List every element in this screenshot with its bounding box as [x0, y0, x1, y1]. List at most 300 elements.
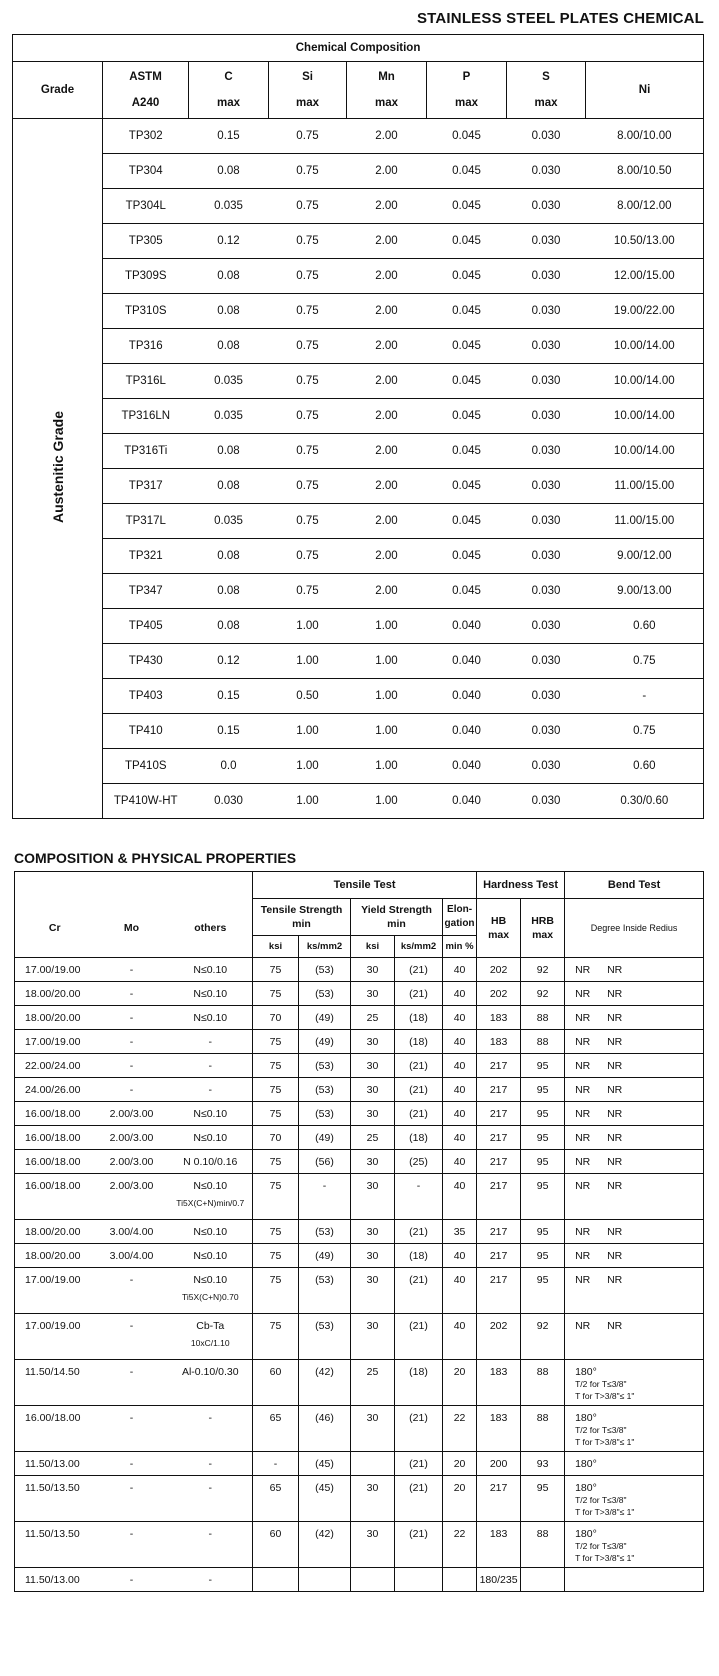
table-cell: TP310S: [103, 294, 189, 329]
table-cell-mo: -: [95, 1078, 169, 1102]
table-cell: 0.045: [427, 539, 507, 574]
table-cell-mo: -: [95, 982, 169, 1006]
table-cell-others: N≤0.10: [169, 982, 253, 1006]
table-cell-cr: 11.50/13.00: [15, 1568, 95, 1592]
column-header: Si max: [269, 62, 347, 119]
table-cell-others: Al-0.10/0.30: [169, 1360, 253, 1406]
table-cell: 0.040: [427, 609, 507, 644]
table-cell-mo: 2.00/3.00: [95, 1174, 169, 1220]
table-cell: 0.030: [507, 119, 586, 154]
table-cell: 0.045: [427, 119, 507, 154]
table-cell-el: 22: [443, 1406, 477, 1452]
table-cell: 0.08: [189, 609, 269, 644]
table-cell-el: 40: [443, 1174, 477, 1220]
table-cell-ys-ksi: 30: [351, 1268, 395, 1314]
page-title: STAINLESS STEEL PLATES CHEMICAL: [416, 10, 704, 27]
table-cell-ts-mm: (53): [299, 1102, 351, 1126]
table-cell-hrb: 88: [521, 1360, 565, 1406]
table-cell-others: N≤0.10: [169, 1006, 253, 1030]
table-cell-el: 22: [443, 1522, 477, 1568]
table-cell-hb: 217: [477, 1220, 521, 1244]
table-cell: TP430: [103, 644, 189, 679]
table-cell-cr: 16.00/18.00: [15, 1102, 95, 1126]
table-cell: 0.045: [427, 224, 507, 259]
table-cell: 12.00/15.00: [586, 259, 704, 294]
table-cell: 0.08: [189, 294, 269, 329]
table-cell-ys-mm: (21): [395, 1406, 443, 1452]
table-cell: 0.60: [586, 609, 704, 644]
table-cell-ts-ksi: 60: [253, 1522, 299, 1568]
table-cell-hrb: 95: [521, 1476, 565, 1522]
table-cell-others: N≤0.10: [169, 1102, 253, 1126]
table-cell: 8.00/10.50: [586, 154, 704, 189]
table-cell-ts-ksi: 75: [253, 1150, 299, 1174]
table-cell-others: N≤0.10 Ti5X(C+N)min/0.7: [169, 1174, 253, 1220]
table-cell-bend: NR NR: [565, 1126, 704, 1150]
table-cell-hb: 217: [477, 1150, 521, 1174]
table-cell-ts-ksi: 75: [253, 1078, 299, 1102]
austenitic-grade-label: Austenitic Grade: [13, 119, 103, 819]
table-cell-mo: -: [95, 1268, 169, 1314]
table-cell: 0.15: [189, 714, 269, 749]
table-row: [13, 154, 704, 189]
chemical-composition-table: [12, 34, 704, 819]
others-header: others: [169, 899, 253, 958]
table-cell: 0.045: [427, 574, 507, 609]
table-cell-ys-mm: (21): [395, 1452, 443, 1476]
table-cell-hb: 217: [477, 1054, 521, 1078]
table-cell-ts-ksi: 75: [253, 1244, 299, 1268]
hrb-header: HRB max: [521, 899, 565, 958]
table-cell-hrb: [521, 1568, 565, 1592]
table-cell-mo: -: [95, 1568, 169, 1592]
table-cell: TP316: [103, 329, 189, 364]
table-cell-hrb: 92: [521, 982, 565, 1006]
table-cell-cr: 17.00/19.00: [15, 1268, 95, 1314]
table-cell-ts-ksi: 75: [253, 1268, 299, 1314]
table-cell-ys-ksi: 30: [351, 1102, 395, 1126]
table-cell: 0.030: [507, 749, 586, 784]
table-cell-ts-mm: (56): [299, 1150, 351, 1174]
table-cell-mo: -: [95, 1476, 169, 1522]
table-cell: 2.00: [347, 434, 427, 469]
column-header: Ni: [586, 62, 704, 119]
table-cell-hb: 217: [477, 1102, 521, 1126]
table-cell-cr: 18.00/20.00: [15, 1220, 95, 1244]
table-cell: 10.00/14.00: [586, 364, 704, 399]
table-cell-hrb: 95: [521, 1078, 565, 1102]
table-cell-mo: -: [95, 1360, 169, 1406]
table-row: [15, 1244, 704, 1268]
table-cell: 19.00/22.00: [586, 294, 704, 329]
table-cell-el: 40: [443, 982, 477, 1006]
table-cell: 0.75: [269, 434, 347, 469]
table-cell: 0.040: [427, 714, 507, 749]
table-cell-ys-mm: (21): [395, 1314, 443, 1360]
table-cell-ys-ksi: 25: [351, 1006, 395, 1030]
table-cell: 0.75: [586, 714, 704, 749]
bend-note: T for T>3/8"≤ 1": [575, 1553, 635, 1563]
table-cell-bend: NR NR: [565, 1102, 704, 1126]
table-cell-ys-mm: (18): [395, 1126, 443, 1150]
table-row: [13, 504, 704, 539]
table-cell: 2.00: [347, 329, 427, 364]
table-cell: 0.030: [507, 504, 586, 539]
table-cell-ts-ksi: 75: [253, 1314, 299, 1360]
table-cell-ys-ksi: [351, 1568, 395, 1592]
table-cell: 8.00/12.00: [586, 189, 704, 224]
table-cell: 0.50: [269, 679, 347, 714]
table-cell: 0.045: [427, 189, 507, 224]
table-cell: 0.030: [507, 294, 586, 329]
table-cell-hb: 200: [477, 1452, 521, 1476]
table-cell-ts-mm: (49): [299, 1030, 351, 1054]
table-cell-cr: 18.00/20.00: [15, 1006, 95, 1030]
table-cell-cr: 11.50/13.50: [15, 1476, 95, 1522]
table-row: [15, 1314, 704, 1360]
table-cell-cr: 11.50/13.50: [15, 1522, 95, 1568]
ksi-yield-header: ksi: [351, 936, 395, 958]
table-cell-hrb: 95: [521, 1174, 565, 1220]
table-row: [13, 259, 704, 294]
table-cell: TP316L: [103, 364, 189, 399]
table-cell-bend: NR NR: [565, 982, 704, 1006]
table-row: [15, 1406, 704, 1452]
table-cell: 0.75: [269, 189, 347, 224]
table-cell-ys-mm: (18): [395, 1360, 443, 1406]
table-cell: 0.035: [189, 399, 269, 434]
table-cell-hrb: 92: [521, 958, 565, 982]
table-row: [13, 399, 704, 434]
table-cell: 0.08: [189, 154, 269, 189]
table-cell-bend: NR NR: [565, 1268, 704, 1314]
table-cell-hb: 217: [477, 1126, 521, 1150]
table-cell-cr: 17.00/19.00: [15, 958, 95, 982]
table-cell-ys-ksi: 30: [351, 1054, 395, 1078]
table-row: [15, 1268, 704, 1314]
table-cell-hrb: 95: [521, 1244, 565, 1268]
table-cell: 9.00/12.00: [586, 539, 704, 574]
table-cell-hrb: 95: [521, 1126, 565, 1150]
table-cell-hb: 180/235: [477, 1568, 521, 1592]
table-cell-hrb: 95: [521, 1102, 565, 1126]
table-cell-mo: 2.00/3.00: [95, 1102, 169, 1126]
table-cell: 1.00: [269, 714, 347, 749]
table-cell: 0.030: [507, 224, 586, 259]
table-cell-cr: 17.00/19.00: [15, 1030, 95, 1054]
table-cell: 0.75: [269, 224, 347, 259]
table-cell-others: -: [169, 1452, 253, 1476]
table-row: [15, 1150, 704, 1174]
table-cell-cr: 16.00/18.00: [15, 1406, 95, 1452]
table-cell: TP316LN: [103, 399, 189, 434]
table-cell-ys-ksi: 30: [351, 1244, 395, 1268]
table-cell-hrb: 95: [521, 1268, 565, 1314]
table-cell: TP410S: [103, 749, 189, 784]
table-cell: 0.75: [269, 119, 347, 154]
table-row: [15, 1102, 704, 1126]
table-cell: 2.00: [347, 189, 427, 224]
elongation-header: Elon- gation: [443, 899, 477, 936]
table-cell: 0.75: [269, 469, 347, 504]
table-cell: 0.035: [189, 189, 269, 224]
table-cell: TP410: [103, 714, 189, 749]
table-cell-ys-ksi: 30: [351, 1406, 395, 1452]
table-cell-bend: 180° T/2 for T≤3/8" T for T>3/8"≤ 1": [565, 1406, 704, 1452]
table-cell-others: -: [169, 1030, 253, 1054]
table-cell-hb: 183: [477, 1006, 521, 1030]
table-cell-mo: -: [95, 1522, 169, 1568]
table-row: [13, 294, 704, 329]
table-cell-bend: NR NR: [565, 1006, 704, 1030]
table-row: [13, 609, 704, 644]
table-cell-bend: NR NR: [565, 1078, 704, 1102]
table-cell-hb: 202: [477, 958, 521, 982]
table-cell: 1.00: [269, 749, 347, 784]
table-cell: 0.12: [189, 224, 269, 259]
table-cell-cr: 16.00/18.00: [15, 1150, 95, 1174]
table-cell-bend: NR NR: [565, 1314, 704, 1360]
table-cell: TP309S: [103, 259, 189, 294]
table-cell: 2.00: [347, 399, 427, 434]
table-cell-ts-ksi: -: [253, 1452, 299, 1476]
table-row: [15, 1522, 704, 1568]
table-row: [15, 982, 704, 1006]
table-cell: 0.75: [269, 294, 347, 329]
others-note: 10xC/1.10: [190, 1338, 230, 1348]
table-cell-ts-mm: -: [299, 1174, 351, 1220]
table-cell: 0.08: [189, 539, 269, 574]
table-cell: 11.00/15.00: [586, 469, 704, 504]
table-cell-bend: NR NR: [565, 958, 704, 982]
table-row: [13, 539, 704, 574]
table-cell-ys-mm: (18): [395, 1006, 443, 1030]
table-row: [15, 1006, 704, 1030]
table-cell: 0.030: [507, 364, 586, 399]
table-cell-ys-mm: -: [395, 1174, 443, 1220]
table-cell-mo: -: [95, 1314, 169, 1360]
table-cell-mo: 3.00/4.00: [95, 1220, 169, 1244]
table-cell-hb: 217: [477, 1078, 521, 1102]
table-cell-hb: 183: [477, 1030, 521, 1054]
table-cell-el: [443, 1568, 477, 1592]
table-cell-el: 40: [443, 1150, 477, 1174]
table-cell: 0.030: [507, 154, 586, 189]
table-cell-cr: 16.00/18.00: [15, 1174, 95, 1220]
table-cell-ts-ksi: 75: [253, 1220, 299, 1244]
table-cell-ts-ksi: 70: [253, 1006, 299, 1030]
table-cell: TP403: [103, 679, 189, 714]
table-cell-hb: 217: [477, 1244, 521, 1268]
bend-note: T for T>3/8"≤ 1": [575, 1437, 635, 1447]
table-cell-bend: 180° T/2 for T≤3/8" T for T>3/8"≤ 1": [565, 1476, 704, 1522]
table-cell-bend: NR NR: [565, 1150, 704, 1174]
table-cell: 2.00: [347, 364, 427, 399]
mo-header: Mo: [95, 899, 169, 958]
table-cell-hrb: 95: [521, 1054, 565, 1078]
table-cell-ts-mm: (49): [299, 1244, 351, 1268]
table-cell-ts-ksi: [253, 1568, 299, 1592]
table-cell-cr: 11.50/13.00: [15, 1452, 95, 1476]
table-row: [13, 679, 704, 714]
table-cell-hb: 217: [477, 1174, 521, 1220]
table-cell-el: 40: [443, 1126, 477, 1150]
table-cell: 11.00/15.00: [586, 504, 704, 539]
table-row: [13, 749, 704, 784]
table-cell-ts-mm: (49): [299, 1126, 351, 1150]
table-cell-bend: NR NR: [565, 1054, 704, 1078]
table-cell: 1.00: [269, 644, 347, 679]
section-title: COMPOSITION & PHYSICAL PROPERTIES: [14, 850, 297, 866]
table-cell: 0.045: [427, 154, 507, 189]
table-cell: 0.030: [507, 469, 586, 504]
table-cell: 0.045: [427, 294, 507, 329]
table-row: [13, 189, 704, 224]
table-cell-ts-mm: (42): [299, 1360, 351, 1406]
table-cell: 8.00/10.00: [586, 119, 704, 154]
column-header: Mn max: [347, 62, 427, 119]
table-cell: 0.030: [507, 399, 586, 434]
table-cell: 0.030: [507, 329, 586, 364]
ksmm-header: ks/mm2: [299, 936, 351, 958]
table-cell: TP305: [103, 224, 189, 259]
table-cell-others: -: [169, 1522, 253, 1568]
table-cell: 1.00: [269, 609, 347, 644]
table-cell-cr: 18.00/20.00: [15, 982, 95, 1006]
table-cell-ys-ksi: 30: [351, 1220, 395, 1244]
table-cell: 0.030: [507, 189, 586, 224]
table-cell: 0.08: [189, 434, 269, 469]
table-cell: 0.040: [427, 749, 507, 784]
table-cell: 0.75: [269, 259, 347, 294]
table-cell-mo: 3.00/4.00: [95, 1244, 169, 1268]
table-cell: 0.035: [189, 504, 269, 539]
table-cell: 0.08: [189, 574, 269, 609]
table-cell-hrb: 88: [521, 1006, 565, 1030]
table-cell: TP304L: [103, 189, 189, 224]
table-cell: 0.75: [269, 154, 347, 189]
table-cell: 1.00: [347, 749, 427, 784]
table-cell-el: 40: [443, 1268, 477, 1314]
table-cell: 0.08: [189, 469, 269, 504]
table-cell: 0.75: [269, 399, 347, 434]
table-cell-ts-mm: (53): [299, 982, 351, 1006]
bend-note: T/2 for T≤3/8": [575, 1379, 627, 1389]
bend-note: T/2 for T≤3/8": [575, 1541, 627, 1551]
table-cell-ys-mm: (18): [395, 1244, 443, 1268]
table-cell-others: -: [169, 1078, 253, 1102]
table-cell: 0.75: [269, 504, 347, 539]
table-cell-el: 40: [443, 1030, 477, 1054]
table-cell-hb: 202: [477, 982, 521, 1006]
table-cell-ys-mm: (21): [395, 1522, 443, 1568]
table-cell-ts-ksi: 65: [253, 1406, 299, 1452]
table-cell: TP321: [103, 539, 189, 574]
table-cell: 0.75: [269, 539, 347, 574]
others-note: Ti5X(C+N)0.70: [181, 1292, 239, 1302]
table-cell: -: [586, 679, 704, 714]
table-cell: 10.00/14.00: [586, 399, 704, 434]
table-cell-ts-mm: (42): [299, 1522, 351, 1568]
table-cell: TP317L: [103, 504, 189, 539]
table-cell-ts-mm: (45): [299, 1476, 351, 1522]
table-cell: 0.045: [427, 434, 507, 469]
table-cell: 0.030: [507, 574, 586, 609]
table-cell-cr: 24.00/26.00: [15, 1078, 95, 1102]
table-cell: 0.040: [427, 679, 507, 714]
table-cell-hb: 217: [477, 1476, 521, 1522]
ksi-header: ksi: [253, 936, 299, 958]
table-cell-ys-mm: (25): [395, 1150, 443, 1174]
table-cell-ys-mm: (21): [395, 1054, 443, 1078]
table-cell-mo: -: [95, 958, 169, 982]
table-row: [13, 784, 704, 819]
table-cell-cr: 17.00/19.00: [15, 1314, 95, 1360]
table-cell-ys-ksi: 30: [351, 958, 395, 982]
table-cell-ys-mm: (21): [395, 1268, 443, 1314]
table-cell: 0.0: [189, 749, 269, 784]
table-cell-ts-mm: (53): [299, 1314, 351, 1360]
physical-properties-table: [14, 871, 704, 1592]
table-row: [13, 574, 704, 609]
table-row: [13, 364, 704, 399]
table-cell: 0.15: [189, 679, 269, 714]
table-cell: 0.60: [586, 749, 704, 784]
table-cell-hb: 202: [477, 1314, 521, 1360]
table-cell: TP304: [103, 154, 189, 189]
table-cell-hrb: 88: [521, 1406, 565, 1452]
table-cell: 0.030: [189, 784, 269, 819]
table-cell: 0.045: [427, 364, 507, 399]
min-pct-header: min %: [443, 936, 477, 958]
table-cell-ys-mm: (21): [395, 1476, 443, 1522]
table-cell: 1.00: [347, 609, 427, 644]
table-cell-others: -: [169, 1568, 253, 1592]
table-cell-ys-mm: (21): [395, 1078, 443, 1102]
table-cell: 0.75: [586, 644, 704, 679]
table-cell: TP405: [103, 609, 189, 644]
table-cell: 0.030: [507, 679, 586, 714]
table-cell-others: N≤0.10 Ti5X(C+N)0.70: [169, 1268, 253, 1314]
bend-note: T for T>3/8"≤ 1": [575, 1391, 635, 1401]
table-cell-ys-ksi: 30: [351, 1030, 395, 1054]
table-cell-ys-mm: (18): [395, 1030, 443, 1054]
table-cell-others: N≤0.10: [169, 1126, 253, 1150]
table-cell-hb: 217: [477, 1268, 521, 1314]
table-row: [15, 958, 704, 982]
table-cell-others: -: [169, 1054, 253, 1078]
table-cell-el: 40: [443, 1314, 477, 1360]
table-row: [13, 224, 704, 259]
table-row: [13, 644, 704, 679]
table-cell-hrb: 95: [521, 1150, 565, 1174]
table-cell: 2.00: [347, 539, 427, 574]
table-cell-mo: -: [95, 1006, 169, 1030]
table-cell-hb: 183: [477, 1522, 521, 1568]
table-cell: 1.00: [347, 644, 427, 679]
table-cell-hb: 183: [477, 1360, 521, 1406]
table-cell: 0.040: [427, 644, 507, 679]
table-row: [15, 1452, 704, 1476]
table-cell: 0.035: [189, 364, 269, 399]
table-cell-ys-ksi: 25: [351, 1360, 395, 1406]
table-cell: 10.50/13.00: [586, 224, 704, 259]
table-cell-el: 20: [443, 1360, 477, 1406]
table-cell-cr: 22.00/24.00: [15, 1054, 95, 1078]
table-cell-el: 40: [443, 1006, 477, 1030]
table-cell-ts-ksi: 75: [253, 958, 299, 982]
table-cell-ys-mm: (21): [395, 1102, 443, 1126]
